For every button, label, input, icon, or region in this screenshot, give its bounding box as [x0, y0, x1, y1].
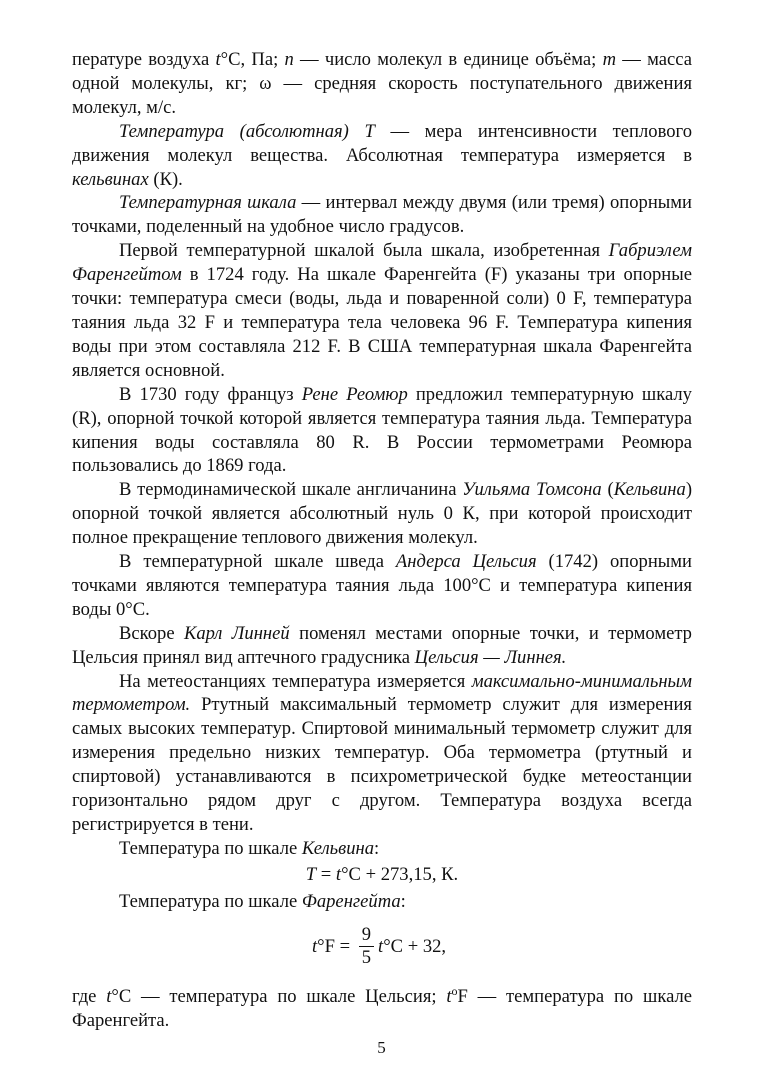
text-run: Температура по шкале — [119, 837, 302, 859]
text-run: — интервал между двумя (или тремя) опорными точками, поделенный на удобное число градусов. — [72, 192, 693, 238]
text-run: m — [602, 49, 617, 70]
where-degree: о — [451, 983, 458, 998]
where-t2: t — [446, 985, 452, 1007]
formula-f-numerator: 9 — [359, 924, 374, 947]
document-page — [72, 48, 692, 1033]
formula-f-lhs-unit: °F = — [317, 935, 355, 957]
text-run: (1742) опорными точками являются температура таяния льда 100°С и температура кипения воды 0°С. — [72, 551, 693, 620]
text-run: Цельсия — Линнея. — [414, 646, 567, 668]
text-run: (К). — [148, 168, 183, 190]
paragraph-fahrenheit-intro — [72, 890, 692, 914]
fahrenheit-intro-after: : — [400, 890, 406, 912]
text-run: ) опорной точкой является абсолютный нуль 0 К, при которой происходит полное прекращение теплового движения молекул. — [72, 479, 693, 549]
text-run: Андерса Цельсия — [395, 551, 537, 573]
page-number: 5 — [377, 1038, 386, 1057]
formula-kelvin-t: t — [335, 863, 342, 885]
text-run: В 1730 году француз — [119, 383, 302, 405]
text-run: °С, Па; — [220, 49, 285, 70]
formula-f-rhs-t: t — [378, 935, 384, 957]
text-run: Рене Реомюр — [301, 383, 408, 405]
paragraph-absolute-temperature — [72, 120, 692, 192]
text-run: В термодинамической шкале англичанина — [119, 479, 463, 501]
formula-fahrenheit — [72, 914, 692, 980]
formula-kelvin-rest: °C + 273,15, К. — [341, 863, 459, 885]
text-run: — мера интенсивности теплового движения молекул вещества. Абсолютная температура измеряется в — [72, 120, 692, 166]
text-run: Карл Линней — [184, 622, 290, 644]
text-run: В температурной шкале шведа — [119, 551, 396, 573]
text-run: Габриэлем Фаренгейтом — [72, 240, 692, 286]
paragraph-fahrenheit — [72, 239, 692, 382]
text-run: ( — [601, 479, 614, 501]
text-run: Температурная шкала — [119, 192, 297, 214]
where-prefix: где — [72, 985, 107, 1007]
where-end: F — температура по шкале Фаренгейта. — [72, 985, 693, 1031]
formula-kelvin — [72, 862, 692, 888]
text-run: кельвинах — [72, 168, 149, 190]
text-run: в 1724 году. На шкале Фаренгейта (F) указаны три опорные точки: температура смеси (воды, льда и поваренной соли) 0 F, температура таяния льда 32 F и температура тела человека 96 F. Температура кипения воды при этом составляла 212 F. В США температурная шкала Фаренгейта является основной. — [72, 264, 692, 381]
formula-kelvin-eq: = — [316, 863, 336, 885]
text-run: : — [374, 837, 380, 859]
paragraph-meteostations — [72, 670, 692, 837]
text-run: t — [215, 49, 221, 70]
fahrenheit-intro-before: Температура по шкале — [119, 890, 302, 912]
text-run: Кельвина — [301, 837, 375, 859]
paragraph-celsius — [72, 550, 692, 622]
text-run: n — [284, 49, 294, 70]
paragraph-kelvin — [72, 478, 692, 550]
text-run: Кельвина — [613, 479, 686, 501]
formula-kelvin-lhs: T — [305, 863, 317, 885]
formula-f-lhs-t: t — [312, 935, 318, 957]
paragraph-where-note — [72, 980, 692, 1033]
text-run: Первой температурной шкалой была шкала, изобретенная — [119, 240, 609, 262]
text-run: максимально-минимальным термометром. — [72, 670, 692, 716]
text-run: пературе воздуха — [72, 49, 216, 70]
paragraph-temperature-scale — [72, 191, 692, 239]
paragraph-0 — [72, 48, 692, 120]
paragraph-kelvin-intro — [72, 837, 692, 861]
formula-f-fraction — [359, 924, 374, 969]
formula-f-rhs-rest: °C + 32, — [383, 935, 447, 957]
where-t1: t — [106, 985, 112, 1007]
text-run: — масса одной молекулы, кг; ω — средняя скорость поступательного движения молекул, м/с. — [72, 49, 692, 118]
formula-f-denominator: 5 — [361, 947, 372, 969]
paragraph-linnaeus — [72, 622, 692, 670]
text-run: Вскоре — [119, 622, 185, 644]
fahrenheit-intro-name: Фаренгейта — [301, 890, 401, 912]
text-run: предложил температурную шкалу (R), опорной точкой которой является температура таяния льда. Температура кипения воды составляла 80 R. В России термометрами Реомюра пользовались до 1869 года. — [72, 383, 692, 477]
where-mid: °С — температура по шкале Цельсия; — [111, 985, 447, 1007]
text-run: поменял местами опорные точки, и термометр Цельсия принял вид аптечного градусника — [72, 622, 692, 668]
text-run: Температура (абсолютная) Т — [119, 120, 375, 142]
text-run: Ртутный максимальный термометр служит для измерения самых высоких температур. Спиртовой минимальный термометр служит для измерения предельно низких температур. Оба термометра (ртутный и спиртовой) устанавливаются в психрометрической будке метеостанции горизонтально рядом друг с другом. Температура воздуха всегда регистрируется в тени. — [72, 694, 692, 835]
text-run: Уильяма Томсона — [462, 479, 602, 501]
text-run: На метеостанциях температура измеряется — [119, 670, 472, 692]
text-run: — число молекул в единице объёма; — [293, 49, 603, 70]
paragraph-reaumur — [72, 383, 692, 479]
